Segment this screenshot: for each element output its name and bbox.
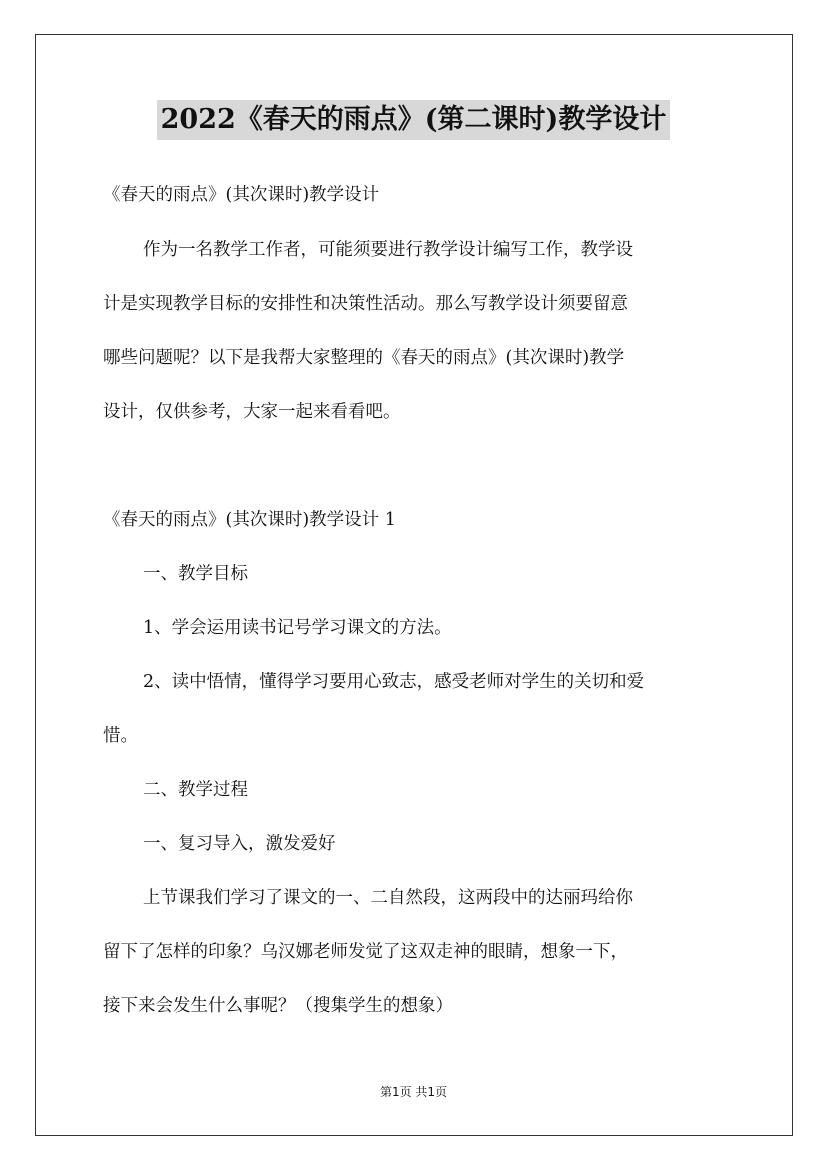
paragraph-line: 留下了怎样的印象？乌汉娜老师发觉了这双走神的眼睛，想象一下，: [103, 942, 628, 962]
paragraph-line: 二、教学过程: [143, 780, 248, 800]
paragraph-line: 上节课我们学习了课文的一、二自然段，这两段中的达丽玛给你: [143, 888, 633, 908]
section-heading: 《春天的雨点》(其次课时)教学设计 1: [103, 510, 396, 530]
paragraph-line: 惜。: [103, 726, 138, 746]
document-title: 2022《春天的雨点》(第二课时)教学设计: [157, 100, 671, 140]
paragraph-line: 作为一名教学工作者，可能须要进行教学设计编写工作，教学设: [143, 240, 633, 260]
paragraph-line: 一、复习导入，激发爱好: [143, 834, 336, 854]
paragraph-line: 2、读中悟情，懂得学习要用心致志，感受老师对学生的关切和爱: [143, 672, 645, 692]
paragraph-line: 设计，仅供参考，大家一起来看看吧。: [103, 402, 401, 422]
paragraph-line: 计是实现教学目标的安排性和决策性活动。那么写教学设计须要留意: [103, 294, 628, 314]
subtitle-line: 《春天的雨点》(其次课时)教学设计: [103, 185, 380, 205]
page-footer: 第1页 共1页: [379, 1085, 448, 1099]
paragraph-line: 一、教学目标: [143, 564, 248, 584]
title-container: [0, 100, 827, 140]
paragraph-line: 哪些问题呢？以下是我帮大家整理的《春天的雨点》(其次课时)教学: [103, 348, 625, 368]
paragraph-line: 接下来会发生什么事呢？（搜集学生的想象）: [103, 996, 453, 1016]
paragraph-line: 1、学会运用读书记号学习课文的方法。: [143, 618, 452, 638]
